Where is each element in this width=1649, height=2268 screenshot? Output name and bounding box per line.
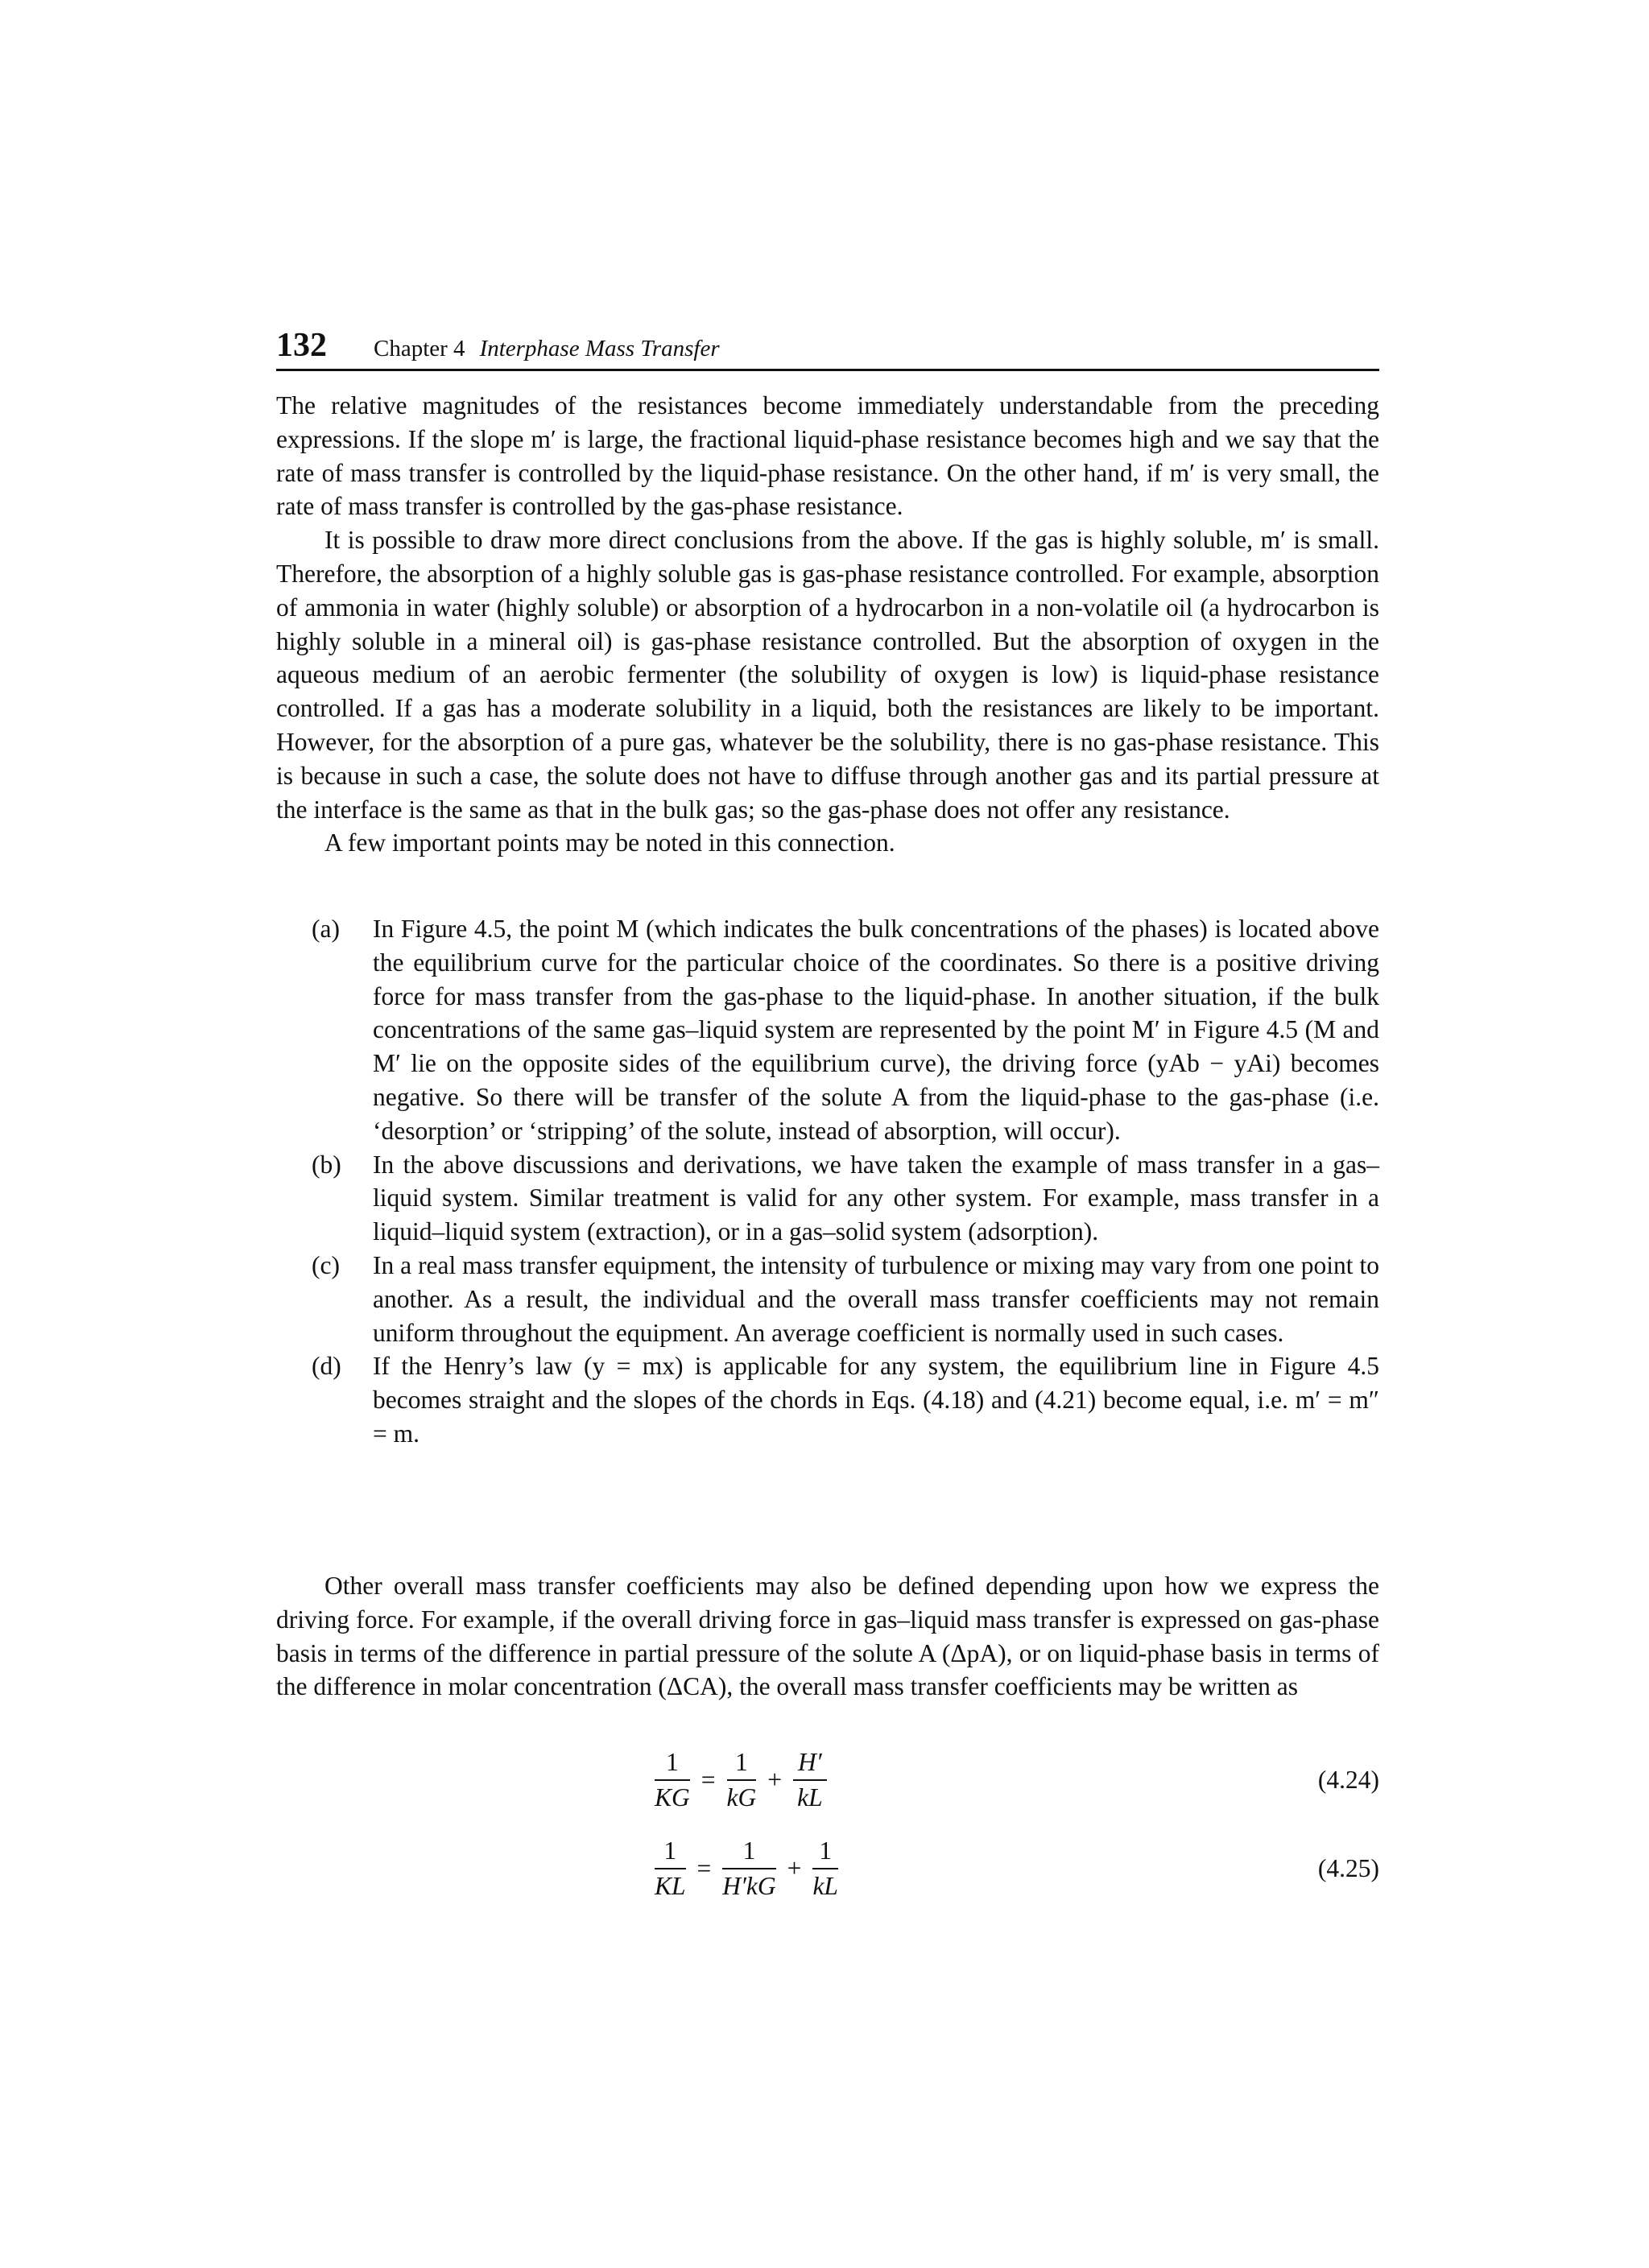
equals-sign: = <box>701 1766 716 1794</box>
equals-sign: = <box>696 1854 712 1882</box>
list-item <box>276 1249 1379 1349</box>
list-item-text: If the Henry’s law (y = mx) is applicable for any system, the equilibrium line in Figure 4.5 becomes straight and the slopes of the chords in Eqs. (4.18) and (4.21) become equal, i.e. m′ = m″ = m. <box>373 1352 1379 1448</box>
term2-fraction: $\frac{1}{kL}$ <box>812 1836 838 1900</box>
chapter-title: Interphase Mass Transfer <box>479 336 720 362</box>
list-item-text: In a real mass transfer equipment, the intensity of turbulence or mixing may vary from one point to another. As a result, the individual and the overall mass transfer coefficients may not remain uniform throughout the equipment. An average coefficient is normally used in such cases. <box>373 1250 1379 1347</box>
paragraph-3: A few important points may be noted in this connection. <box>324 828 895 857</box>
list-item-label: (d) <box>312 1352 341 1381</box>
list-item <box>276 1148 1379 1249</box>
page-number: 132 <box>276 327 327 364</box>
chapter-label: Chapter 4 <box>374 336 465 362</box>
paragraph-2: It is possible to draw more direct conclusions from the above. If the gas is highly soluble, m′ is small. Therefore, the absorption of a highly soluble gas is gas-phase resistance controlled. For example, absorption of ammonia in water (highly soluble) or absorption of a hydrocarbon in a non-volatile oil (a hydrocarbon is highly soluble in a mineral oil) is gas-phase resistance controlled. But the absorption of oxygen in the aqueous medium of an aerobic fermenter (the solubility of oxygen is low) is liquid-phase resistance controlled. If a gas has a moderate solubility in a liquid, both the resistances are likely to be important. However, for the absorption of a pure gas, whatever be the solubility, there is no gas-phase resistance. This is because in such a case, the solute does not have to diffuse through another gas and its partial pressure at the interface is the same as that in the bulk gas; so the gas-phase does not offer any resistance. <box>276 526 1379 824</box>
paragraph-1: The relative magnitudes of the resistances become immediately understandable from the preceding expressions. If the slope m′ is large, the fractional liquid-phase resistance becomes high and we say that the rate of mass transfer is controlled by the liquid-phase resistance. On the other hand, if m′ is very small, the rate of mass transfer is controlled by the gas-phase resistance. <box>276 391 1379 521</box>
closing-paragraph-block <box>276 1569 1379 1704</box>
list-item-label: (c) <box>312 1250 340 1279</box>
equation-number: (4.25) <box>1317 1854 1379 1882</box>
list-item-text: In Figure 4.5, the point M (which indicates the bulk concentrations of the phases) is located above the equilibrium curve for the particular choice of the coordinates. So there is a positive driving force for mass transfer from the gas-phase to the liquid-phase. In another situation, if the bulk concentrations of the same gas–liquid system are represented by the point M′ in Figure 4.5 (M and M′ lie on the opposite sides of the equilibrium curve), the driving force (yAb − yAi) becomes negative. So there will be transfer of the solute A from the liquid-phase to the gas-phase (i.e. ‘desorption’ or ‘stripping’ of the solute, instead of absorption, will occur). <box>373 915 1379 1145</box>
point-list <box>276 912 1379 1451</box>
term2-fraction: $\frac{H'}{kL}$ <box>793 1747 827 1813</box>
term1-fraction: $\frac{1}{H'kG}$ <box>722 1836 776 1900</box>
list-item-label: (a) <box>312 915 340 943</box>
list-item-text: In the above discussions and derivations, we have taken the example of mass transfer in a gas–liquid system. Similar treatment is valid for any other system. For example, mass transfer in a liquid–liquid system (extraction), or in a gas–solid system (adsorption). <box>373 1150 1379 1246</box>
equation-4-24 <box>276 1741 1379 1822</box>
list-item <box>276 1349 1379 1450</box>
closing-paragraph: Other overall mass transfer coefficients may also be defined depending upon how we express the driving force. For example, if the overall driving force in gas–liquid mass transfer is expressed on gas-phase basis in terms of the difference in partial pressure of the solute A (ΔpA), or on liquid-phase basis in terms of the difference in molar concentration (ΔCA), the overall mass transfer coefficients may be written as <box>276 1572 1379 1701</box>
term1-fraction: $\frac{1}{kG}$ <box>726 1748 757 1812</box>
equation-body <box>655 1830 838 1907</box>
equation-number: (4.24) <box>1317 1766 1379 1794</box>
plus-sign: + <box>767 1766 783 1794</box>
page-header <box>276 319 1379 371</box>
equation-4-25 <box>276 1830 1379 1911</box>
lhs-fraction: $\frac{1}{KL}$ <box>655 1836 686 1900</box>
list-item <box>276 912 1379 1148</box>
body-text <box>276 389 1379 860</box>
equation-body <box>655 1741 827 1819</box>
plus-sign: + <box>787 1854 802 1882</box>
list-item-label: (b) <box>312 1150 341 1179</box>
lhs-fraction: $\frac{1}{KG}$ <box>655 1748 690 1812</box>
